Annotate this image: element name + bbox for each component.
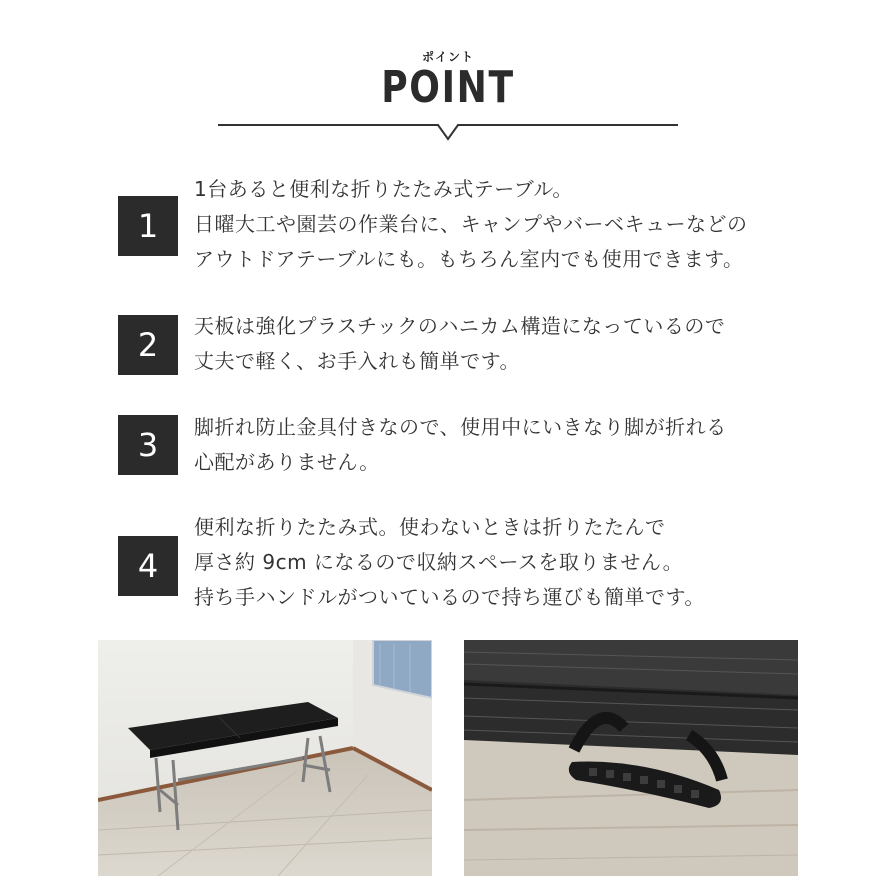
point-text-line: 持ち手ハンドルがついているので持ち運びも簡単です。 xyxy=(194,585,705,609)
page-title: POINT xyxy=(381,62,515,113)
point-number-badge: 1 xyxy=(118,196,178,256)
point-text-line: アウトドアテーブルにも。もちろん室内でも使用できます。 xyxy=(194,247,744,271)
point-text-line: 心配がありません。 xyxy=(194,450,380,474)
point-text xyxy=(194,309,794,379)
point-text xyxy=(194,172,794,277)
table-room-photo xyxy=(98,640,432,876)
point-text xyxy=(194,410,794,480)
header-subtitle: ポイント xyxy=(421,50,474,64)
point-number-badge: 3 xyxy=(118,415,178,475)
point-text-line: 天板は強化プラスチックのハニカム構造になっているので xyxy=(194,314,726,338)
point-text-line: 1台あると便利な折りたたみ式テーブル。 xyxy=(194,177,573,201)
title-divider xyxy=(218,118,678,144)
handle-closeup-photo xyxy=(464,640,798,876)
page-header xyxy=(0,0,896,150)
point-number-badge: 4 xyxy=(118,536,178,596)
point-text-line: 便利な折りたたみ式。使わないときは折りたたんで xyxy=(194,515,666,539)
point-text xyxy=(194,510,794,615)
point-text-line: 脚折れ防止金具付きなので、使用中にいきなり脚が折れる xyxy=(194,415,727,439)
point-text-line: 厚さ約 9cm になるので収納スペースを取りません。 xyxy=(194,550,684,574)
point-number-badge: 2 xyxy=(118,315,178,375)
point-text-line: 丈夫で軽く、お手入れも簡単です。 xyxy=(194,349,520,373)
point-text-line: 日曜大工や園芸の作業台に、キャンプやバーベキューなどの xyxy=(194,212,748,236)
